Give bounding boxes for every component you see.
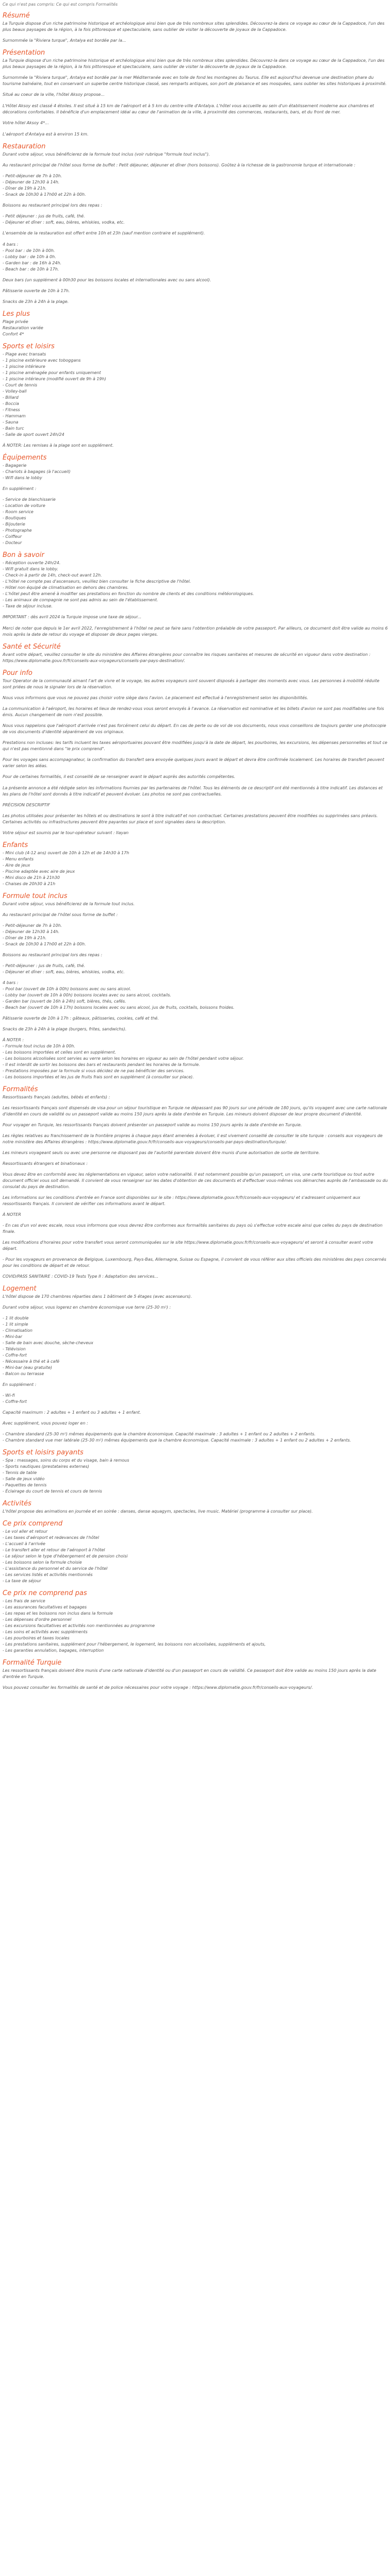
- list-item: - Lobby bar : de 10h à 0h.: [3, 255, 56, 259]
- list-item: - Check-in à partir de 14h, check-out avant 12h.: [3, 573, 102, 578]
- section: [3, 343, 388, 449]
- paragraph: Au restaurant principal de l'hôtel sous forme de buffet :: [3, 912, 118, 917]
- section: [3, 1086, 388, 1280]
- section: [3, 1520, 388, 1584]
- list-item: - Il est interdit de sortir les boissons des bars et restaurants pendant les horaires de la formule.: [3, 1062, 200, 1067]
- list-item: - Wifi dans le lobby: [3, 476, 42, 480]
- paragraph: Situé au coeur de la ville, l'hôtel Aksoy propose...: [3, 92, 105, 97]
- paragraph: Les ressortissants français doivent être munis d'une carte nationale d'identité ou d'un passeport en cours de validité. Ce passeport doit être valide au moins 150 jours après la date d'entrée en Turquie.: [3, 1668, 377, 1679]
- section: [3, 841, 388, 887]
- list-item: Restauration variée: [3, 326, 43, 330]
- list-item: - Nécessaire à thé et à café: [3, 1359, 60, 1364]
- list-item: - Formule tout inclus de 10h à 00h.: [3, 1044, 75, 1048]
- paragraph: Surnommée la "Riviera turque", Antalya est bordée par la...: [3, 38, 126, 43]
- list-item: - Menu enfants: [3, 857, 34, 861]
- list-item: - Coffre-fort: [3, 1353, 27, 1358]
- paragraph: - En cas d'un vol avec escale, nous vous informons que vous devrez être conformes aux formalités sanitaires du pays où s'effectue votre escale ainsi que celles du pays de destination finale.: [3, 1223, 383, 1234]
- section-title: Enfants: [3, 841, 28, 849]
- list-item: - Location de voiture: [3, 503, 45, 508]
- item-list: [3, 173, 388, 198]
- section: [3, 1659, 388, 1691]
- paragraph: Durant votre séjour, vous bénéficierez de la formule tout inclus (voir rubrique "formule tout inclus").: [3, 152, 210, 157]
- sections-container: [3, 12, 388, 1691]
- list-item: - Les boissons alcoolisées sont servies au verre selon les horaires en vigueur au sein de l'hôtel pendant votre séjour.: [3, 1056, 244, 1061]
- paragraph: Votre séjour est soumis par le tour-opérateur suivant : Ilayan: [3, 831, 129, 835]
- item-list: [3, 560, 388, 609]
- list-item: - Service de blanchisserie: [3, 497, 56, 502]
- section: [3, 12, 388, 44]
- list-item: - Boccia: [3, 401, 19, 406]
- list-item: - Chambre standard (25-30 m²) mêmes équipements que la chambre économique. Capacité maximale : 3 adultes + 1 enfant ou 2 adultes + 2 enfants.: [3, 1432, 316, 1436]
- list-item: - Mini-bar (eau gratuite): [3, 1365, 52, 1370]
- list-item: - Les boissons importées et celles sont en supplément.: [3, 1050, 117, 1055]
- list-item: - Les services listés et activités mentionnés: [3, 1572, 93, 1577]
- list-item: - Petit-déjeuner de 7h à 10h.: [3, 923, 62, 928]
- paragraph: L'Hôtel Aksoy est classé 4 étoiles. Il est situé à 15 km de l'aéroport et à 5 km du centre-ville d'Antalya. L'hôtel vous accueille au sein d'un établissement moderne aux chambres et décorations confortables. Il bénéficie d'un emplacement idéal au cœur de l'animation de la ville, à proximité des commerces, restaurants, bars, et du front de mer.: [3, 104, 374, 114]
- section-title: Formule tout inclus: [3, 892, 68, 900]
- paragraph: Pâtisserie ouverte de 10h à 17h : gâteaux, pâtisseries, cookies, café et thé.: [3, 1016, 159, 1021]
- list-item: - Les dépenses d'ordre personnel: [3, 1617, 72, 1622]
- list-item: - Les boissons selon la formule choisie: [3, 1560, 82, 1565]
- list-item: - Salle de sport ouvert 24h/24: [3, 432, 64, 437]
- section-title: Sports et loisirs payants: [3, 1449, 84, 1456]
- list-item: - Plage avec transats: [3, 352, 46, 357]
- list-item: - Climatisation: [3, 1328, 32, 1333]
- paragraph: COVID/PASS SANITAIRE : COVID-19 Tests Type II : Adaptation des services...: [3, 1274, 159, 1279]
- paragraph: Boissons au restaurant principal lors des repas :: [3, 953, 103, 957]
- list-item: - Boutiques: [3, 516, 26, 520]
- paragraph: PRÉCISION DESCRIPTIF: [3, 803, 51, 807]
- list-item: - 1 piscine intérieure: [3, 364, 45, 369]
- paragraph: En supplément :: [3, 486, 37, 491]
- paragraph: À NOTER: [3, 1212, 21, 1217]
- list-item: - Wi-fi: [3, 1393, 15, 1398]
- section: [3, 1589, 388, 1654]
- list-item: - Pool bar : de 10h à 00h.: [3, 248, 55, 253]
- section-title: Présentation: [3, 49, 45, 57]
- section: [3, 1449, 388, 1495]
- paragraph: À NOTER: Les remises à la plage sont en supplément.: [3, 443, 114, 448]
- list-item: - Paquettes de tennis: [3, 1483, 47, 1487]
- section: [3, 1285, 388, 1444]
- paragraph: Snacks de 23h à 24h à la plage (burgers, frites, sandwichs).: [3, 1027, 127, 1031]
- list-item: - Bijouterie: [3, 522, 25, 527]
- item-list: [3, 1529, 388, 1584]
- paragraph: Les modifications d'horaires pour votre transfert vous seront communiquées sur le site https://www.diplomatie.gouv.fr/fr/conseils-aux-voyageurs/ et seront à consulter avant votre départ.: [3, 1240, 373, 1251]
- paragraph: Tour Operator de la communauté aimant l'art de vivre et le voyage, les autres voyageurs sont souvent disposés à partager des moments avec vous. Les personnes à mobilité réduite sont priées de nous le signaler lors de la réservation.: [3, 679, 380, 689]
- paragraph: Pour voyager en Turquie, les ressortissants français doivent présenter un passeport valide au moins 150 jours après la date d'entrée en Turquie.: [3, 1123, 302, 1127]
- list-item: - Déjeuner et dîner : soft, eau, bières, whiskies, vodka, etc.: [3, 220, 125, 225]
- list-item: - Les soins et activités avec suppléments: [3, 1630, 88, 1634]
- item-list: [3, 1598, 388, 1654]
- list-item: - Taxe de séjour incluse.: [3, 604, 53, 608]
- list-item: - Petit-déjeuner : jus de fruits, café, thé.: [3, 963, 85, 968]
- section: [3, 103, 388, 126]
- list-item: - Salle de jeux vidéo: [3, 1477, 45, 1481]
- paragraph: L'hôtel dispose de 170 chambres réparties dans 1 bâtiment de 5 étages (avec ascenseurs).: [3, 1294, 192, 1299]
- paragraph: Capacité maximum : 2 adultes + 1 enfant ou 3 adultes + 1 enfant.: [3, 1410, 141, 1415]
- list-item: - Les pourboires et taxes locales: [3, 1636, 70, 1640]
- list-item: - Les excursions facultatives et activités non mentionnées au programme: [3, 1623, 155, 1628]
- section: [3, 892, 388, 1080]
- list-item: - L'assistance du personnel et du service de l'hôtel: [3, 1566, 108, 1571]
- list-item: - 1 lit double: [3, 1316, 29, 1320]
- list-item: - Tennis de table: [3, 1470, 37, 1475]
- item-list: [3, 1431, 388, 1444]
- list-item: - 1 piscine extérieure avec toboggans: [3, 358, 81, 363]
- paragraph: Au restaurant principal de l'hôtel sous forme de buffet : Petit déjeuner, déjeuner et dîner (hors boissons). Goûtez à la richesse de la gastronomie turque et internationale :: [3, 163, 355, 167]
- section: [3, 143, 388, 236]
- list-item: - Petit-déjeuner de 7h à 10h.: [3, 174, 62, 178]
- list-item: - Billard: [3, 395, 19, 400]
- paragraph: Nous vous rappelons que l'aéroport d'arrivée n'est pas forcément celui du départ. En cas de perte ou de vol de vos documents, nous vous conseillons de toujours garder une photocopie de vos documents d'identité séparément de vos originaux.: [3, 723, 386, 734]
- paragraph: Ressortissants français (adultes, bébés et enfants) :: [3, 1095, 110, 1099]
- section: [3, 242, 388, 305]
- section-title: Logement: [3, 1285, 37, 1293]
- list-item: - Les assurances facultatives et bagages: [3, 1605, 87, 1609]
- item-list: [3, 850, 388, 887]
- list-item: - Dîner de 19h à 21h.: [3, 186, 47, 191]
- item-list: [3, 1458, 388, 1495]
- item-list: [3, 319, 388, 337]
- list-item: - Salle de bain avec douche, sèche-cheveux: [3, 1341, 93, 1345]
- paragraph: Nous vous informons que vous ne pouvez pas choisir votre siège dans l'avion. Le placement est effectué à l'enregistrement selon les disponibilités.: [3, 696, 308, 700]
- item-list: [3, 980, 388, 1011]
- list-item: À NOTER :: [3, 1038, 24, 1042]
- list-item: - Garden bar : de 16h à 24h.: [3, 261, 62, 265]
- paragraph: Vous pouvez consulter les formalités de santé et de police nécessaires pour votre voyage : https://www.diplomatie.gouv.fr/fr/conseils-aux-voyageurs/.: [3, 1685, 313, 1690]
- list-item: - Déjeuner de 12h30 à 14h.: [3, 929, 60, 934]
- section: [3, 1500, 388, 1515]
- list-item: - Photographe: [3, 528, 32, 533]
- list-item: - Les prestations sanitaires, supplément pour l'hébergement, le logement, les boissons non alcoolisées, suppléments et ajouts,: [3, 1642, 266, 1647]
- paragraph: IMPORTANT : dès avril 2024 la Turquie impose une taxe de séjour...: [3, 615, 142, 619]
- list-item: - La taxe de séjour: [3, 1579, 41, 1583]
- paragraph: L'ensemble de la restauration est offert entre 10h et 23h (sauf mention contraire et supplément).: [3, 231, 205, 235]
- list-item: - Lobby bar (ouvert de 10h à 00h) boissons locales avec ou sans alcool, cocktails.: [3, 993, 171, 997]
- item-list: [3, 1315, 388, 1377]
- list-item: - Les frais de service: [3, 1599, 45, 1603]
- list-item: - Chaises de 20h30 à 21h: [3, 882, 56, 886]
- section: [3, 131, 388, 138]
- section: [3, 785, 388, 836]
- list-item: - Court de tennis: [3, 383, 38, 387]
- list-item: - 1 piscine intérieure (modifié ouvert de 9h à 19h): [3, 377, 106, 381]
- section: [3, 454, 388, 546]
- list-item: - Chambre standard vue mer latérale (25-30 m²) mêmes équipements que la chambre économique. Capacité maximale : 3 adultes + 1 enfant ou 2 adultes + 2 enfants.: [3, 1438, 351, 1443]
- section-title: Pour info: [3, 669, 32, 677]
- item-list: [3, 497, 388, 546]
- list-item: - Sports nautiques (prestataires externes): [3, 1464, 89, 1469]
- item-list: [3, 463, 388, 481]
- list-item: - Éclairage du court de tennis et cours de tennis: [3, 1489, 102, 1494]
- item-list: [3, 242, 388, 273]
- item-list: [3, 923, 388, 947]
- list-item: - Petit déjeuner : jus de fruits, café, thé.: [3, 214, 85, 218]
- list-item: - 1 lit simple: [3, 1322, 28, 1327]
- list-item: 4 bars :: [3, 980, 19, 985]
- list-item: - Docteur: [3, 540, 22, 545]
- paragraph: L'hôtel propose des animations en journée et en soirée : danses, danse aquagym, spectacles, live music. Matériel (programme à consulter sur place).: [3, 1509, 313, 1514]
- section-title: Ce prix ne comprend pas: [3, 1589, 87, 1597]
- paragraph: - Pour les voyageurs en provenance de Belgique, Luxembourg, Pays-Bas, Allemagne, Suisse ou Espagne, il convient de vous référer aux sites officiels des ministères des pays concernés pour les conditions de départ et de retour.: [3, 1257, 386, 1268]
- list-item: - Les taxes d'aéroport et redevances de l'hôtel: [3, 1535, 99, 1540]
- list-item: - Pool bar (ouvert de 10h à 00h) boissons avec ou sans alcool.: [3, 987, 132, 991]
- list-item: - Aire de jeux: [3, 863, 30, 868]
- paragraph: La Turquie dispose d'un riche patrimoine historique et archéologique ainsi bien que de très nombreux sites splendides. Découvrez-la dans ce voyage au cœur de la Cappadoce, l'un des plus beaux paysages de la région, à la fois pittoresque et spectaculaire, sans oublier de visiter la découverte de joyaux de la Cappadoce.: [3, 21, 385, 32]
- item-list: [3, 213, 388, 226]
- list-item: - Mini-bar: [3, 1334, 23, 1339]
- section-title: Formalités: [3, 1086, 38, 1093]
- list-item: - Piscine adaptée avec aire de jeux: [3, 869, 75, 874]
- paragraph: Avec supplément, vous pouvez loger en :: [3, 1421, 88, 1426]
- paragraph: Les ressortissants français sont dispensés de visa pour un séjour touristique en Turquie ne dépassant pas 90 jours sur une période de 180 jours, qu'ils voyagent avec une carte nationale d'identité en cours de validité ou un passeport valide au moins 150 jours après la date d'entrée en Turquie. Les mineurs doivent disposer de leur propre document d'identité.: [3, 1106, 387, 1116]
- list-item: - Wifi gratuit dans le lobby.: [3, 567, 59, 571]
- section-title: Résumé: [3, 12, 30, 20]
- list-item: - Beach bar : de 10h à 17h.: [3, 267, 59, 272]
- paragraph: L'aéroport d'Antalya est à environ 15 km.: [3, 132, 89, 137]
- list-item: - 1 piscine aménagée pour enfants uniquement: [3, 370, 101, 375]
- list-item: - Mini club (4-12 ans) ouvert de 10h à 12h et de 14h30 à 17h: [3, 851, 129, 855]
- top-summary-line: Ce qui n'est pas compris: Ce qui est compris Formalités: [3, 2, 118, 7]
- list-item: - Mini disco de 21h à 21h30: [3, 875, 60, 880]
- list-item: - Le séjour selon le type d'hébergement et de pension choisi: [3, 1554, 128, 1558]
- paragraph: Les informations sur les conditions d'entrée en France sont disponibles sur le site : https://www.diplomatie.gouv.fr/fr/conseils-aux-voyageurs/ et s'adressent uniquement aux ressortissants français. Il convient de vérifier ces informations avant le départ.: [3, 1195, 361, 1206]
- paragraph: Les règles relatives au franchissement de la frontière propres à chaque pays étant amenées à évoluer, il est vivement conseillé de consulter le site turquie : conseils aux voyageurs de notre ministère des Affaires étrangères : https://www.diplomatie.gouv.fr/fr/conseils-aux-voyageurs/conseils-par-pays-destination/turquie/.: [3, 1133, 383, 1144]
- list-item: - Déjeuner et dîner : soft, eau, bières, whiskies, vodka, etc.: [3, 970, 125, 974]
- list-item: - L'hôtel ne compte pas d'ascenseurs, veuillez bien consulter la fiche descriptive de l'hôtel.: [3, 579, 191, 584]
- paragraph: Merci de noter que depuis le 1er avril 2022, l'enregistrement à l'hôtel ne peut se faire sans l'obtention préalable de votre passeport. Par ailleurs, ce document doit être valide au moins 6 mois après la date de retour du voyage et disposer de deux pages vierges.: [3, 626, 388, 637]
- item-list: [3, 1037, 388, 1080]
- section-title: Sports et loisirs: [3, 343, 55, 350]
- list-item: - Garden bar (ouvert de 16h à 24h) soft, bières, thés, cafés.: [3, 999, 126, 1004]
- section: [3, 669, 388, 780]
- list-item: - Chariots à bagages (à l'accueil): [3, 469, 71, 474]
- section-title: Formalité Turquie: [3, 1659, 62, 1667]
- paragraph: Durant votre séjour, vous logerez en chambre économique vue terre (25-30 m²) :: [3, 1305, 171, 1310]
- paragraph: Boissons au restaurant principal lors des repas :: [3, 203, 103, 208]
- paragraph: Deux bars (un supplément à 00h30 pour les boissons locales et internationales avec ou sans alcool).: [3, 278, 211, 282]
- paragraph: La Turquie dispose d'un riche patrimoine historique et archéologique ainsi bien que de très nombreux sites splendides. Découvrez-la dans ce voyage au cœur de la Cappadoce, l'un des plus beaux paysages de la région, à la fois pittoresque et spectaculaire, sans oublier de visiter la découverte de joyaux de la Cappadoce.: [3, 58, 385, 69]
- item-list: [3, 963, 388, 975]
- list-item: - Coiffeur: [3, 534, 22, 539]
- paragraph: Snacks de 23h à 24h à la plage.: [3, 299, 69, 304]
- list-item: - Déjeuner de 12h30 à 14h.: [3, 180, 60, 184]
- section: [3, 310, 388, 337]
- list-item: - Télévision: [3, 1347, 26, 1351]
- paragraph: Vous devez être en conformité avec les réglementations en vigueur, selon votre nationalité. Il est notamment possible qu'un passeport, un visa, une carte touristique ou tout autre document officiel vous soit demandé. Il convient de vous renseigner sur les dates d'obtention de ces documents et d'effectuer vous-mêmes vos démarches auprès de l'ambassade ou du consulat du pays de destination.: [3, 1172, 388, 1189]
- list-item: - Volley-ball: [3, 389, 27, 394]
- section: [3, 49, 388, 98]
- list-item: - Les repas et les boissons non inclus dans la formule: [3, 1611, 113, 1616]
- section-title: Restauration: [3, 143, 46, 150]
- list-item: - Hammam: [3, 414, 26, 418]
- paragraph: Les mineurs voyageant seuls ou avec une personne ne disposant pas de l'autorité parentale doivent être munis d'une autorisation de sortie de territoire.: [3, 1150, 320, 1155]
- list-item: - Bagagerie: [3, 463, 27, 468]
- section-title: Ce prix comprend: [3, 1520, 63, 1528]
- paragraph: Votre hôtel Aksoy 4*...: [3, 121, 49, 125]
- list-item: - Coffre-fort: [3, 1399, 27, 1404]
- list-item: - Les animaux de compagnie ne sont pas admis au sein de l'établissement.: [3, 598, 158, 602]
- list-item: - Snack de 10h30 à 17h00 et 22h à 00h.: [3, 942, 86, 946]
- section-title: Activités: [3, 1500, 31, 1507]
- list-item: - Le transfert aller et retour de l'aéroport à l'hôtel: [3, 1548, 105, 1552]
- section-title: Équipements: [3, 454, 47, 462]
- paragraph: Avant votre départ, veuillez consulter le site du ministère des Affaires étrangères pour connaître les risques sanitaires et mesures de sécurité en vigueur dans votre destination : https://www.diplomatie.gouv.fr/fr/conseils-aux-voyageurs/conseils-par-pays-destination/.: [3, 652, 371, 663]
- list-item: 4 bars :: [3, 242, 19, 247]
- paragraph: Durant votre séjour, vous bénéficierez de la formule tout inclus.: [3, 902, 135, 906]
- list-item: - L'hôtel peut être amené à modifier ses prestations en fonction du nombre de clients et des conditions météorologiques.: [3, 591, 254, 596]
- list-item: - Bain turc: [3, 426, 24, 431]
- item-list: [3, 351, 388, 438]
- list-item: - Spa : massages, soins du corps et du visage, bain à remous: [3, 1458, 129, 1463]
- paragraph: En supplément :: [3, 1382, 37, 1387]
- section-title: Santé et Sécurité: [3, 643, 61, 651]
- list-item: - Snack de 10h30 à 17h00 et 22h à 00h.: [3, 192, 86, 197]
- section-title: Bon à savoir: [3, 551, 44, 559]
- section: [3, 643, 388, 664]
- paragraph: La présente annonce a été rédigée selon les informations fournies par les partenaires de l'hôtel. Tous les éléments de ce descriptif ont été mentionnés à titre indicatif. Les distances et les plans de l'hôtel sont donnés à titre indicatif et peuvent évoluer. Les photos ne sont pas contractuelles.: [3, 786, 383, 796]
- list-item: - Les garanties annulation, bagages, interruption: [3, 1648, 104, 1653]
- item-list: [3, 1393, 388, 1405]
- list-item: - Les boissons importées et les jus de fruits frais sont en supplément (à consulter sur place).: [3, 1075, 194, 1079]
- list-item: - Fitness: [3, 408, 20, 412]
- list-item: - Balcon ou terrasse: [3, 1371, 44, 1376]
- paragraph: Pâtisserie ouverte de 10h à 17h.: [3, 289, 70, 293]
- section: [3, 551, 388, 620]
- list-item: Plage privée: [3, 319, 28, 324]
- paragraph: Pour les voyages sans accompagnateur, la confirmation du transfert sera envoyée quelques jours avant le départ et devra être confirmée localement. Les horaires de transfert peuvent varier selon les aléas.: [3, 757, 384, 768]
- paragraph: Surnommée la "Riviera turque", Antalya est bordée par la mer Méditerranée avec en toile de fond les montagnes du Taurus. Elle est aujourd'hui devenue une destination phare du tourisme balnéaire, tout en conservant un superbe centre historique classé, ses remparts antiques, son port de plaisance et ses mosquées, sans oublier les sites historiques à proximité.: [3, 75, 387, 86]
- list-item: - Hôtel non équipé de climatisation en dehors des chambres.: [3, 585, 129, 590]
- section-title: Les plus: [3, 310, 30, 318]
- list-item: - Le vol aller et retour: [3, 1529, 48, 1534]
- list-item: Confort 4*: [3, 332, 24, 336]
- paragraph: La communication à l'aéroport, les horaires et lieux de rendez-vous vous seront envoyés à l'avance. La réservation est nominative et les billets d'avion ne sont pas modifiables une fois émis. Aucun changement de nom n'est possible.: [3, 706, 384, 717]
- list-item: - Réception ouverte 24h/24.: [3, 561, 61, 565]
- paragraph: Ressortissants étrangers et binationaux :: [3, 1161, 88, 1166]
- paragraph: Pour de certaines formalités, il est conseillé de se renseigner avant le départ auprès des autorités compétentes.: [3, 774, 236, 779]
- list-item: - Dîner de 19h à 21h.: [3, 936, 47, 940]
- section: [3, 625, 388, 638]
- paragraph: Les photos utilisées pour présenter les hôtels et ou destinations le sont à titre indicatif et non contractuel. Certaines prestations peuvent être modifiées ou supprimées sans préavis. Certaines activités ou infrastructures peuvent être payantes sur place et sont signalées dans la description.: [3, 814, 378, 824]
- list-item: - L'accueil à l'arrivée: [3, 1541, 45, 1546]
- paragraph: Prestations non incluses: les tarifs incluent les taxes aéroportuaires pouvant être modifiées jusqu'à la date de départ, les pourboires, les excursions, les dépenses personnelles et tout ce qui n'est pas mentionné dans "le prix comprend".: [3, 740, 387, 751]
- list-item: - Sauna: [3, 420, 19, 425]
- list-item: - Beach bar (ouvert de 10h à 17h) boissons locales avec ou sans alcool, jus de fruits, cocktails, boissons froides.: [3, 1005, 235, 1010]
- list-item: - Room service: [3, 510, 34, 514]
- list-item: - Prestations imposées par la formule si vous décidez de ne pas bénéficier des services.: [3, 1069, 185, 1073]
